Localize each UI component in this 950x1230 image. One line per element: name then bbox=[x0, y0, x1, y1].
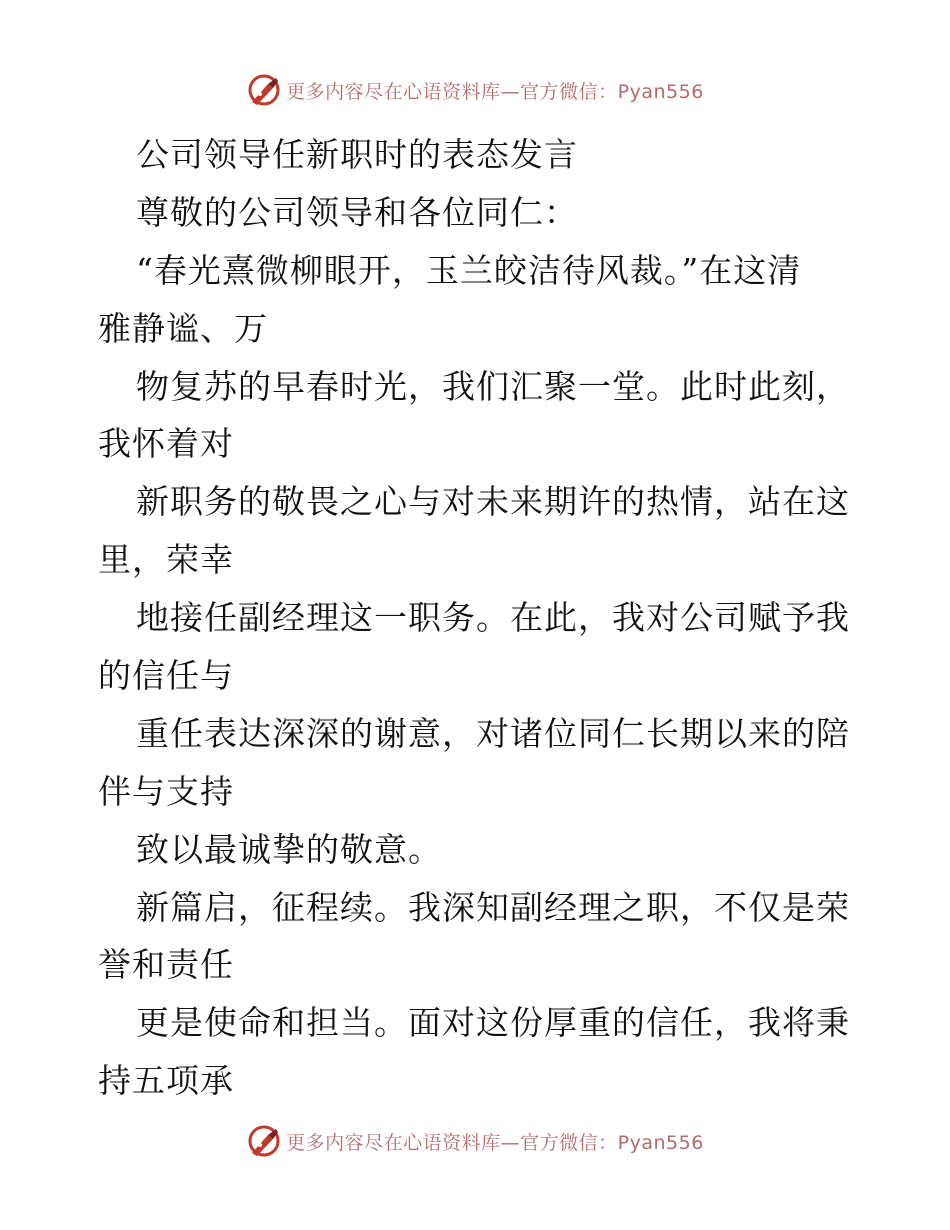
document-title: 公司领导任新职时的表态发言 bbox=[136, 135, 578, 174]
text-line: 誉和责任 bbox=[98, 945, 234, 985]
header-banner-text: 更多内容尽在心语资料库—官方微信：Pyan556 bbox=[286, 80, 704, 103]
text-line: 伴与支持 bbox=[98, 771, 234, 811]
text-line: 雅静谧、万 bbox=[98, 308, 268, 348]
pen-nib-logo-icon bbox=[246, 1123, 282, 1159]
text-line: 新篇启，征程续。我深知副经理之职，不仅是荣 bbox=[136, 887, 850, 927]
footer-banner bbox=[0, 1121, 950, 1161]
document-body bbox=[98, 126, 858, 1110]
footer-banner-text: 更多内容尽在心语资料库—官方微信：Pyan556 bbox=[286, 1131, 704, 1154]
text-line: 我怀着对 bbox=[98, 424, 234, 464]
pen-nib-logo-icon bbox=[246, 72, 282, 108]
header-banner bbox=[0, 70, 950, 110]
text-line: 里，荣幸 bbox=[98, 540, 234, 580]
salutation: 尊敬的公司领导和各位同仁： bbox=[136, 192, 578, 232]
text-line: 新职务的敬畏之心与对未来期许的热情，站在这 bbox=[136, 482, 850, 522]
text-line: 更是使命和担当。面对这份厚重的信任，我将秉 bbox=[136, 1003, 850, 1043]
text-line: 物复苏的早春时光，我们汇聚一堂。此时此刻， bbox=[136, 366, 850, 406]
text-line: 致以最诚挚的敬意。 bbox=[136, 829, 442, 869]
text-line: 的信任与 bbox=[98, 656, 234, 696]
text-line: 重任表达深深的谢意，对诸位同仁长期以来的陪 bbox=[136, 713, 850, 753]
text-line: 地接任副经理这一职务。在此，我对公司赋予我 bbox=[136, 598, 850, 638]
text-line: 持五项承 bbox=[98, 1061, 234, 1101]
text-line: “春光熹微柳眼开，玉兰皎洁待风裁。”在这清 bbox=[136, 250, 802, 290]
